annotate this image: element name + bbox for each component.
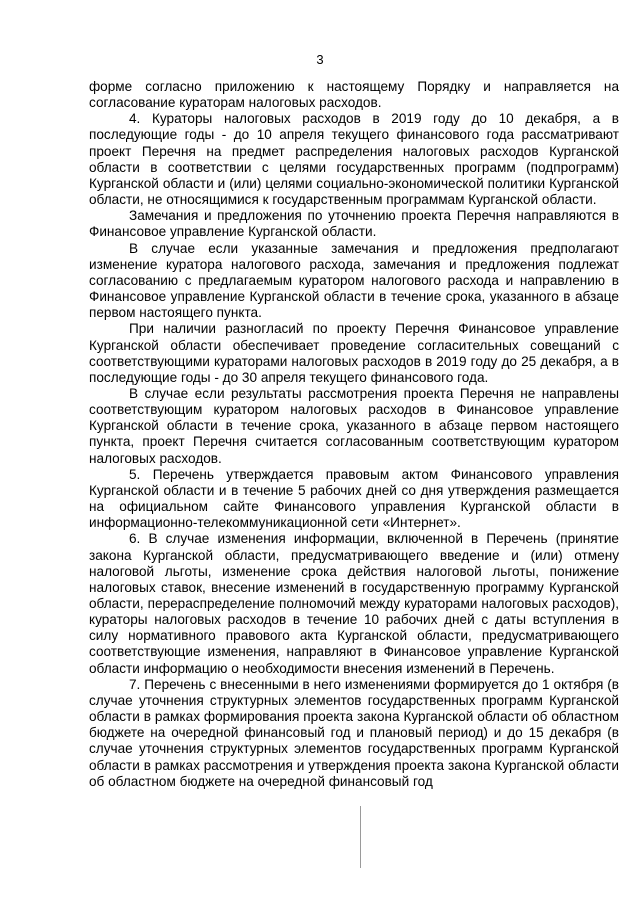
paragraph-curator-change: В случае если указанные замечания и предложения предполагают изменение куратора налогового расхода, замечания и предложения подлежат согласованию с предлагаемым куратором налогового расхода и направлению в Финансовое управление Курганской области в течение срока, указанного в абзаце первом настоящего пункта. <box>89 240 619 321</box>
paragraph-continuation: форме согласно приложению к настоящему Порядку и направляется на согласование кураторам налоговых расходов. <box>89 79 619 111</box>
paragraph-remarks: Замечания и предложения по уточнению проекта Перечня направляются в Финансовое управление Курганской области. <box>89 208 619 240</box>
paragraph-item-5: 5. Перечень утверждается правовым актом Финансового управления Курганской области и в течение 5 рабочих дней со дня утверждения размещается на официальном сайте Финансового управления Курганской области в информационно-телекоммуникационной сети «Интернет». <box>89 466 619 531</box>
paragraph-disagreements: При наличии разногласий по проекту Перечня Финансовое управление Курганской области обеспечивает проведение согласительных совещаний с соответствующими кураторами налоговых расходов в 2019 году до 25 декабря, а в последующие годы - до 30 апреля текущего финансового года. <box>89 321 619 385</box>
paragraph-item-7: 7. Перечень с внесенными в него изменениями формируется до 1 октября (в случае уточнения структурных элементов государственных программ Курганской области в рамках формирования проекта закона Курганской области об областном бюджете на очередной финансовый год и плановый период) и до 15 декабря (в случае уточнения структурных элементов государственных программ Курганской области в рамках рассмотрения и утверждения проекта закона Курганской области об областном бюджете на очередной финансовый год <box>89 676 619 789</box>
page-number: 3 <box>316 52 324 67</box>
document-body <box>89 79 619 790</box>
paragraph-item-6: 6. В случае изменения информации, включенной в Перечень (принятие закона Курганской области, предусматривающего введение и (или) отмену налоговой льготы, изменение срока действия налоговой льготы, понижение налоговых ставок, внесение изменений в государственную программу Курганской области, перераспределение полномочий между кураторами налоговых расходов), кураторы налоговых расходов в течение 10 рабочих дней с даты вступления в силу нормативного правового акта Курганской области, предусматривающего соответствующие изменения, направляют в Финансовое управление Курганской области информацию о необходимости внесения изменений в Перечень. <box>89 531 619 676</box>
paragraph-not-sent: В случае если результаты рассмотрения проекта Перечня не направлены соответствующим куратором налоговых расходов в Финансовое управление Курганской области в течение срока, указанного в абзаце первом настоящего пункта, проект Перечня считается согласованным соответствующим куратором налоговых расходов. <box>89 385 619 466</box>
scan-fold-line <box>360 806 361 868</box>
paragraph-item-4: 4. Кураторы налоговых расходов в 2019 году до 10 декабря, а в последующие годы - до 10 апреля текущего финансового года рассматривают проект Перечня на предмет распределения налоговых расходов Курганской области в соответствии с целями государственных программ (подпрограмм) Курганской области и (или) целями социально-экономической политики Курганской области, не относящимися к государственным программам Курганской области. <box>89 111 619 208</box>
